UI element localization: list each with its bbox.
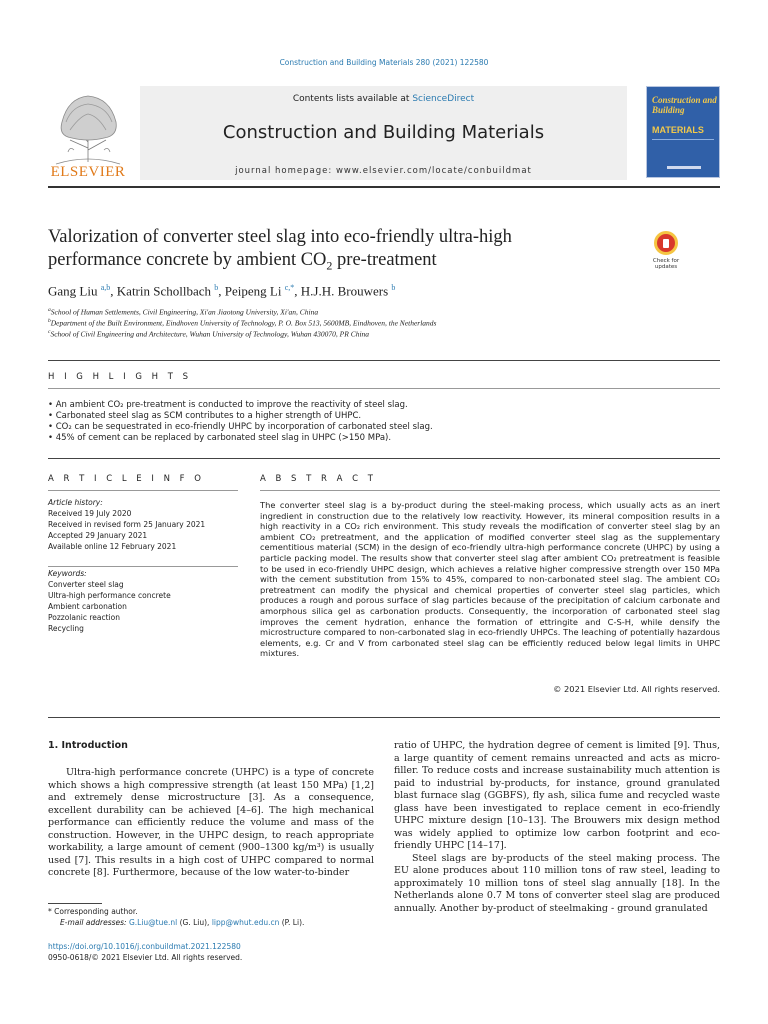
highlight-item: • Carbonated steel slag as SCM contributes to a higher strength of UHPC.: [48, 411, 362, 421]
highlight-item: • 45% of cement can be replaced by carbonated steel slag in UHPC (>150 MPa).: [48, 433, 392, 443]
title-line-1: Valorization of converter steel slag into eco-friendly ultra-high: [48, 227, 512, 247]
author-affiliation-mark[interactable]: b: [391, 283, 396, 292]
contents-prefix: Contents lists available at: [292, 94, 413, 104]
article-info-heading: A R T I C L E I N F O: [48, 474, 205, 484]
affiliation-mark: c: [48, 329, 51, 335]
keyword-item: Recycling: [48, 624, 84, 633]
article-history-label: Article history:: [48, 498, 103, 507]
title-line-2-pre: performance concrete by ambient CO: [48, 250, 327, 270]
check-updates-label: Check for updates: [652, 258, 680, 270]
affiliation-mark: b: [48, 318, 51, 324]
keyword-item: Converter steel slag: [48, 580, 124, 589]
author-name[interactable]: Peipeng Li: [224, 283, 282, 299]
affiliation-text: Department of the Built Environment, Eindhoven University of Technology, P. O. Box 513, 5600MB, Eindhoven, the Netherlands: [50, 318, 437, 328]
history-available-online: Available online 12 February 2021: [48, 542, 177, 551]
journal-title: Construction and Building Materials: [222, 122, 545, 143]
author-affiliation-mark[interactable]: a,b: [100, 283, 111, 292]
article-info-rule: [48, 490, 238, 491]
section-divider: [48, 360, 720, 361]
title-co2-subscript: 2: [326, 258, 333, 273]
email-owner: (P. Li).: [279, 918, 305, 927]
header-divider: [48, 186, 720, 188]
journal-cover-thumbnail[interactable]: [646, 86, 720, 178]
paragraph: Ultra-high performance concrete (UHPC) is a type of concrete which shows a high compressive strength (at least 150 MPa) [1,2] and extremely dense microstructure [3]. As a consequence, excellent durability can be achieved [4–6]. The high mechanical performance can efficiently reduce the volume and mass of the construction. However, in the UHPC design, to reach appropriate workability, a large amount of cement (900–1300 kg/m³) is usually used [7]. This results in a high cost of UHPC compared to normal concrete [8]. Furthermore, because of the low water-to-binder: [48, 767, 374, 878]
journal-reference-link[interactable]: Construction and Building Materials 280 (2021) 122580: [279, 58, 489, 67]
author-affiliation-mark[interactable]: b: [214, 283, 219, 292]
email-label: E-mail addresses:: [60, 918, 127, 927]
cover-stripe: [652, 139, 714, 140]
paragraph: ratio of UHPC, the hydration degree of cement is limited [9]. Thus, a large quantity of cement remains unreacted and acts as micro-filler. To reduce costs and increase sustainability much attention is paid to industrial by-products, for instance, ground granulated blast furnace slag (GGBFS), fly ash, silica fume and recycled waste glass have been investigated to replace cement in eco-friendly UHPC mixture design [10–13]. The Brouwers mix design method was widely applied to optimize low carbon footprint and eco-friendly UHPC [14–17].: [394, 740, 720, 851]
sciencedirect-link[interactable]: ScienceDirect: [412, 94, 475, 104]
issn-copyright-line: 0950-0618/© 2021 Elsevier Ltd. All rights reserved.: [48, 953, 243, 962]
highlight-item: • CO₂ can be sequestrated in eco-friendly UHPC by incorporation of carbonated steel slag.: [48, 422, 433, 432]
check-for-updates-button[interactable]: [648, 229, 684, 271]
author-name[interactable]: H.J.H. Brouwers: [300, 283, 389, 299]
keyword-item: Ambient carbonation: [48, 602, 127, 611]
cover-subtitle: MATERIALS: [652, 125, 704, 135]
affiliation-text: School of Human Settlements, Civil Engineering, Xi'an Jiaotong University, Xi'an, China: [50, 307, 319, 317]
author-affiliation-mark[interactable]: c,*: [284, 283, 295, 292]
author-name[interactable]: Gang Liu: [48, 283, 98, 299]
keyword-item: Ultra-high performance concrete: [48, 591, 171, 600]
email-owner: (G. Liu),: [177, 918, 212, 927]
author-list: [48, 283, 395, 299]
abstract-body: The converter steel slag is a by-product during the steel-making process, which usually acts as an inert ingredient in construction due to the relatively low reactivity. However, its mineral composition results in a high reactivity in a CO₂ rich environment. This study reveals the modification of converter steel slag by an ambient CO₂ pretreatment, and the application of modified converter steel slag as the supplementary cementitious material (SCM) in the design of eco-friendly ultra-high performance concrete (UHPC) by using a particle packing model. The results show that converter steel slag after ambient CO₂ pretreatment is feasible to be used in eco-friendly UHPC design, which achieves a relative higher compressive strength over 150 MPa with the cement substitution from 15% to 45%, compared to non-carbonated steel slag. The ambient CO₂ pretreatment can modify the physical and chemical properties of converter steel slag particles, which produces a rough and porous surface of slag particles because of the precipitation of calcium carbonate and amorphous silica gel as carbonation products. Consequently, the incorporation of carbonated steel slag improves the cement hydration, enhance the formation of ettringite and C-S-H, while densify the microstructure compared to non-carbonated slag in eco-friendly UHPCs. The leaching of potentially hazardous elements, e.g. Cr and V from carbonated steel slag can be efficiently reduced below legal limits in UHPC mixtures.: [260, 500, 720, 659]
email-link[interactable]: G.Liu@tue.nl: [128, 918, 178, 927]
history-received: Received 19 July 2020: [48, 509, 132, 518]
cover-title: Construction and Building: [652, 95, 717, 115]
email-addresses-note: [60, 918, 304, 927]
affiliation-text: School of Civil Engineering and Architecture, Wuhan University of Technology, Wuhan 430070, PR China: [50, 329, 370, 339]
affiliation-b: [48, 318, 436, 328]
corresponding-author-note: * Corresponding author.: [48, 907, 138, 916]
email-link[interactable]: lipp@whut.edu.cn: [211, 918, 280, 927]
paragraph: Steel slags are by-products of the steel making process. The EU alone produces about 110 million tons of raw steel, leading to approximately 10 million tons of steel slag annually [18]. In the Netherlands alone 0.7 M tons of converter steel slag are produced annually. Another by-product of steelmaking - ground granulated: [394, 852, 720, 914]
article-title: [48, 226, 628, 278]
cover-publisher-mark: [667, 166, 701, 169]
title-line-2-post: pre-treatment: [332, 250, 437, 270]
keywords-label: Keywords:: [48, 569, 87, 578]
doi-link[interactable]: https://doi.org/10.1016/j.conbuildmat.2021.122580: [48, 942, 241, 951]
affiliation-c: [48, 329, 369, 339]
keywords-rule: [48, 566, 238, 567]
section-divider: [48, 717, 720, 718]
highlight-item: • An ambient CO₂ pre-treatment is conducted to improve the reactivity of steel slag.: [48, 400, 408, 410]
highlights-rule: [48, 388, 720, 389]
keyword-item: Pozzolanic reaction: [48, 613, 120, 622]
introduction-heading: 1. Introduction: [48, 740, 128, 751]
journal-homepage-line[interactable]: journal homepage: www.elsevier.com/locate/conbuildmat: [235, 166, 532, 176]
check-updates-icon: [654, 231, 678, 255]
body-column-left: [48, 767, 374, 880]
elsevier-wordmark: ELSEVIER: [50, 164, 126, 180]
contents-available-line: [140, 94, 627, 104]
abstract-heading: A B S T R A C T: [260, 474, 377, 484]
abstract-rule: [260, 490, 720, 491]
affiliation-mark: a: [48, 307, 51, 313]
section-divider: [48, 458, 720, 459]
history-accepted: Accepted 29 January 2021: [48, 531, 148, 540]
footnote-rule: [48, 903, 102, 904]
affiliation-a: [48, 307, 318, 317]
highlights-heading: H I G H L I G H T S: [48, 372, 192, 382]
title-line-2: [48, 249, 628, 278]
author-name[interactable]: Katrin Schollbach: [116, 283, 212, 299]
author-separator: ,: [294, 283, 301, 299]
body-column-right: [394, 740, 720, 915]
abstract-copyright: © 2021 Elsevier Ltd. All rights reserved.: [553, 684, 720, 694]
author-separator: ,: [110, 283, 117, 299]
author-separator: ,: [218, 283, 225, 299]
history-revised: Received in revised form 25 January 2021: [48, 520, 206, 529]
